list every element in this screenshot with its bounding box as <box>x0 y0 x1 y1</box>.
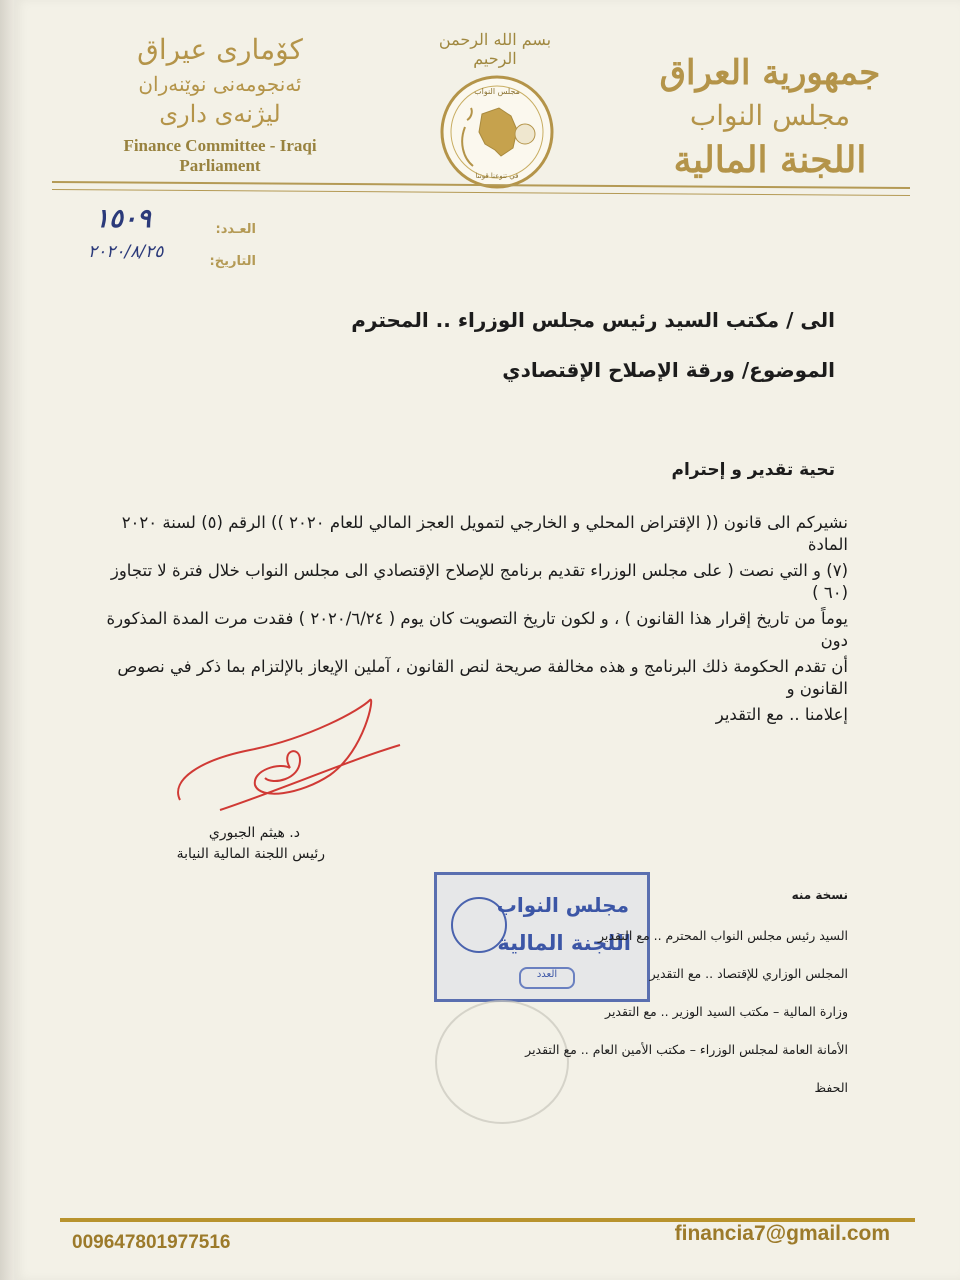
reference-date: ٢٠٢٠/٨/٢٥ <box>88 242 164 262</box>
subject-line: الموضوع/ ورقة الإصلاح الإقتصادي <box>502 358 835 382</box>
emblem-bottom-text: في تنوعنا قوتنا <box>475 172 519 180</box>
header-parliament: مجلس النواب <box>689 99 851 132</box>
stamp-line-1: مجلس النواب <box>496 893 629 917</box>
header-kurdish-block <box>85 30 355 176</box>
body-line-4: أن تقدم الحكومة ذلك البرنامج و هذه مخالفة صريحة لنص القانون ، آملين الإيعاز بالإلتزام بما ذكر في نصوص القانون و <box>117 657 848 698</box>
signer-title: رئيس اللجنة المالية النيابة <box>176 846 325 862</box>
copy-item-5: الحفظ <box>814 1080 848 1095</box>
header-arabic-block <box>640 50 900 184</box>
copy-item-2: المجلس الوزاري للإقتصاد .. مع التقدير <box>649 966 848 981</box>
copies-heading: نسخة منه <box>791 888 848 902</box>
footer-phone: 009647801977516 <box>72 1232 231 1253</box>
header-republic: جمهورية العراق <box>659 53 881 93</box>
stamp-number-box: العدد <box>519 967 575 989</box>
page-edge <box>0 0 14 1280</box>
header-kurdish-parliament: ئەنجومەنی نوێنەران <box>138 72 302 96</box>
header-kurdish-republic: كۆماری عیراق <box>137 33 303 66</box>
date-label: التاريخ: <box>209 254 256 269</box>
header-english-line2: Parliament <box>179 156 261 175</box>
body-line-3: يوماً من تاريخ إقرار هذا القانون ) ، و لكون تاريخ التصويت كان يوم ( ٢٠٢٠/٦/٢٤ ) فقدت مرت المدة المذكورة دون <box>106 609 848 650</box>
emblem-top-text: مجلس النواب <box>474 87 520 96</box>
reference-number: ١٥٠٩ <box>95 204 151 234</box>
header-english-line1: Finance Committee - Iraqi <box>123 136 317 155</box>
body-line-2: (٧) و التي نصت ( على مجلس الوزراء تقديم برنامج للإصلاح الإقتصادي الى مجلس النواب خلال فترة لا تتجاوز (٦٠ ) <box>110 561 848 602</box>
footer-email: financia7@gmail.com <box>674 1222 890 1245</box>
signer-name: د. هيثم الجبوري <box>208 825 300 841</box>
handwritten-signature <box>160 690 410 820</box>
copy-item-3: وزارة المالية – مكتب السيد الوزير .. مع التقدير <box>605 1004 848 1019</box>
greeting: تحية تقدير و إحترام <box>671 460 835 480</box>
stamp-line-2: اللجنة المالية <box>497 931 631 955</box>
body-line-5: إعلامنا .. مع التقدير <box>715 705 848 724</box>
copy-item-1: السيد رئيس مجلس النواب المحترم .. مع التقدير <box>598 928 848 943</box>
header-finance-committee: اللجنة المالية <box>673 139 867 181</box>
header-kurdish-committee: لیژنەی داری <box>159 100 281 128</box>
parliament-emblem-icon <box>437 72 557 192</box>
basmala: بسم الله الرحمن الرحيم <box>438 30 552 68</box>
body-line-1: نشيركم الى قانون (( الإقتراض المحلي و الخارجي لتمويل العجز المالي للعام ٢٠٢٠ )) الرقم (٥) لسنة ٢٠٢٠ المادة <box>121 513 848 554</box>
copy-item-4: الأمانة العامة لمجلس الوزراء – مكتب الأمين العام .. مع التقدير <box>525 1042 848 1057</box>
embossed-seal <box>435 1000 569 1124</box>
recipient-line: الى / مكتب السيد رئيس مجلس الوزراء .. المحترم <box>351 308 835 332</box>
number-label: العـدد: <box>215 222 256 237</box>
